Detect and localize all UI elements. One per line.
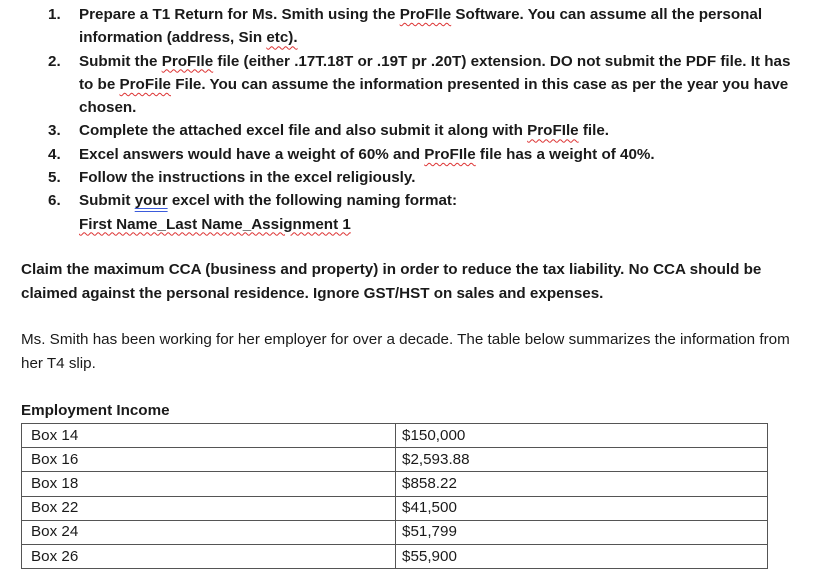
instruction-text: file has a weight of 40%. [475,145,655,163]
instruction-text: Software. You can assume all the personal information (address, Sin [79,6,763,47]
naming-format: First Name_Last Name_Assignment 1 [79,215,351,233]
item-number: 2. [48,52,61,70]
instruction-text: file. [578,122,609,140]
table-row [22,472,768,496]
cca-paragraph: Claim the maximum CCA (business and property) in order to reduce the tax liability. No CCA should be claimed against the personal residence. Ignore GST/HST on sales and expenses. [21,261,762,302]
instruction-item [48,166,808,189]
item-number: 1. [48,6,61,23]
item-number: 5. [48,169,61,187]
instruction-text: Excel answers would have a weight of 60% and [79,145,425,163]
instruction-text: Prepare a T1 Return for Ms. Smith using the [79,6,400,23]
table-row [22,544,768,568]
employment-income-table [21,423,768,569]
box-label: Box 22 [22,496,396,520]
box-amount: $858.22 [396,472,768,496]
box-amount: $51,799 [396,520,768,544]
item-number: 6. [48,192,61,210]
misspelled-word: ProFIle [424,145,476,163]
misspelled-word: ProFIle [399,6,452,23]
employer-paragraph: Ms. Smith has been working for her employer for over a decade. The table below summarizes the information from her T4 slip. [21,331,790,372]
grammar-flagged-word: your [134,192,168,210]
box-label: Box 14 [22,424,396,448]
table-row [22,496,768,520]
instruction-item [48,3,808,50]
misspelled-word: ProFIle [527,122,579,140]
table-row [22,520,768,544]
instruction-text: excel with the following naming format: [167,192,458,210]
table-title: Employment Income [21,402,170,419]
box-label: Box 16 [22,448,396,472]
instruction-item [48,50,808,120]
instruction-text: Complete the attached excel file and also submit it along with [79,122,528,140]
instruction-text: File. You can assume the information presented in this case as per the year you have chosen. [79,75,789,117]
instruction-text: Submit the [79,52,162,70]
instruction-text: file (either .17T.18T or .19T pr .20T) extension. DO not submit the PDF file. It has to be [79,52,791,93]
misspelled-word: ProFIle [161,52,214,70]
instruction-text: Submit [79,192,135,210]
box-amount: $41,500 [396,496,768,520]
misspelled-word: ProFile [119,75,171,93]
instruction-text: Follow the instructions in the excel religiously. [79,169,416,187]
box-amount: $150,000 [396,424,768,448]
box-amount: $55,900 [396,544,768,568]
item-number: 3. [48,122,61,140]
box-label: Box 26 [22,544,396,568]
box-amount: $2,593.88 [396,448,768,472]
box-label: Box 24 [22,520,396,544]
instruction-item [48,119,808,142]
box-label: Box 18 [22,472,396,496]
misspelled-word: etc). [266,29,298,47]
instruction-item [48,143,808,166]
table-row [22,424,768,448]
item-number: 4. [48,145,61,163]
table-row [22,448,768,472]
instruction-item [48,189,808,236]
instruction-list [48,3,808,236]
